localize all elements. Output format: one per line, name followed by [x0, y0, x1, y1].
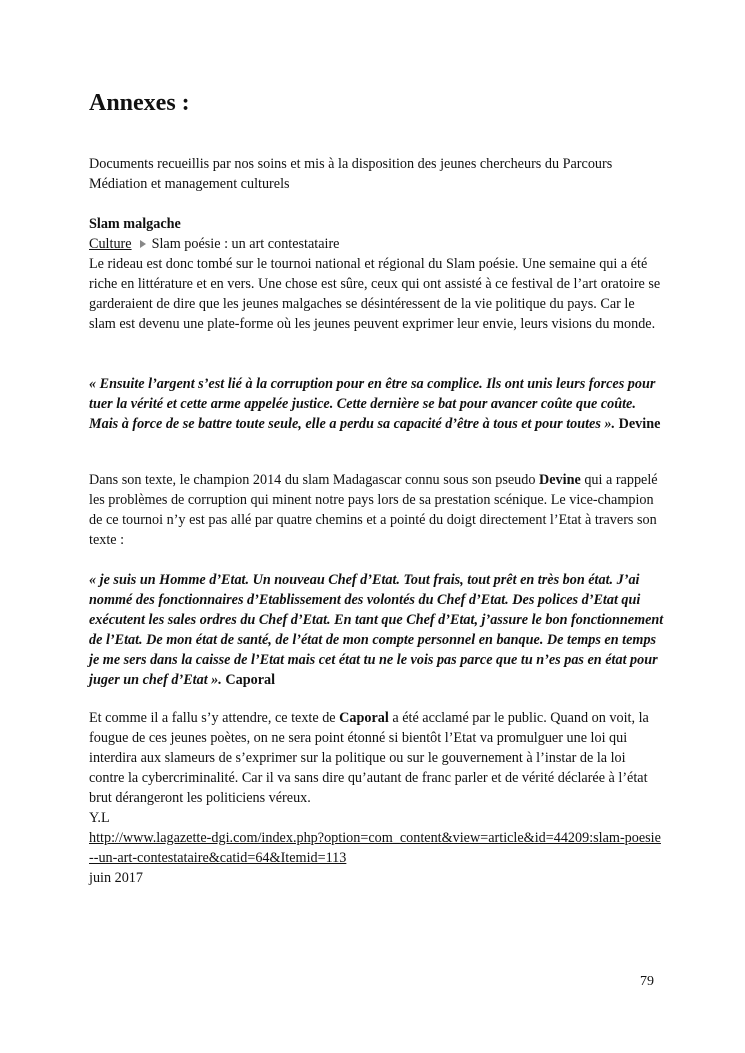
p2-text-a: Dans son texte, le champion 2014 du slam Madagascar connu sous son pseudo — [89, 472, 539, 488]
quote-1-author: Devine — [618, 416, 661, 432]
page-number: 79 — [640, 974, 654, 989]
source-link[interactable]: http://www.lagazette-dgi.com/index.php?option=com_content&view=article&id=44209:slam-poesie--un-art-contestataire&catid=64&Itemid=113 — [89, 830, 661, 866]
quote-2-text: « je suis un Homme d’Etat. Un nouveau Chef d’Etat. Tout frais, tout prêt en très bon état. J’ai nommé des fonctionnaires d’Etablissement des volontés du Chef d’Etat. Des polices d’Etat qui exécutent les sales ordres du Chef d’Etat. En tant que Chef d’Etat, j’assure le bon fonctionnement de l’Etat. De mon état de santé, de l’état de mon compte personnel en banque. De temps en temps je me sers dans la caisse de l’Etat mais cet état tu ne le vois pas parce que tu n’es pas en état pour juger un chef d’Etat ». — [89, 572, 664, 688]
article-paragraph-1: Le rideau est donc tombé sur le tournoi national et régional du Slam poésie. Une semaine qui a été riche en littérature et en vers. Une chose est sûre, ceux qui ont assisté à ce festival de l’art oratoire se garderaient de dire que les jeunes malgaches se désintéressent de la vie politique du pays. Car le slam est devenu une plate-forme où les jeunes peuvent exprimer leur envie, leurs visions du monde. — [89, 256, 661, 332]
quote-2-author: Caporal — [225, 672, 276, 688]
article-date: juin 2017 — [89, 870, 143, 886]
breadcrumb-current: Slam poésie : un art contestataire — [151, 236, 340, 252]
quote-1-text: « Ensuite l’argent s’est lié à la corruption pour en être sa complice. Ils ont unis leurs forces pour tuer la vérité et cette arme appelée justice. Cette dernière se bat pour avancer coûte que coûte. Mais à force de se battre toute seule, elle a perdu sa capacité d’être à tous et pour toutes ». — [89, 376, 656, 432]
article-paragraph-2 — [89, 470, 664, 550]
intro-text: Documents recueillis par nos soins et mis à la disposition des jeunes chercheurs du Parcours Médiation et management culturels — [89, 156, 613, 192]
quote-1 — [89, 374, 664, 434]
p2-text-b: qui a rappelé les problèmes de corruption qui minent notre pays lors de sa prestation scénique. Le vice-champion de ce tournoi n’y est pas allé par quatre chemins et a pointé du doigt directement l’Etat à travers son texte : — [89, 472, 658, 548]
article-paragraph-3 — [89, 708, 664, 888]
article — [89, 214, 664, 334]
page-title: Annexes : — [89, 90, 190, 116]
article-title: Slam malgache — [89, 216, 181, 232]
signature: Y.L — [89, 810, 110, 826]
p3-name: Caporal — [339, 710, 389, 726]
quote-2 — [89, 570, 664, 690]
p2-name: Devine — [538, 472, 581, 488]
p3-text-b: a été acclamé par le public. Quand on voit, la fougue de ces jeunes poètes, on ne sera point étonné si bientôt l’Etat va promulguer une loi qui interdira aux slameurs de s’exprimer sur la politique ou sur le gouvernement à l’instar de la loi contre la cybercriminalité. Car il va sans dire qu’autant de franc parler et de vérité déclarée à l’état brut dérangeront les politiciens véreux. — [89, 710, 649, 806]
breadcrumb — [89, 234, 664, 254]
p3-text-a: Et comme il a fallu s’y attendre, ce texte de — [89, 710, 340, 726]
breadcrumb-section-link[interactable]: Culture — [89, 236, 132, 252]
breadcrumb-arrow-icon — [138, 239, 148, 249]
intro-paragraph — [89, 154, 664, 194]
